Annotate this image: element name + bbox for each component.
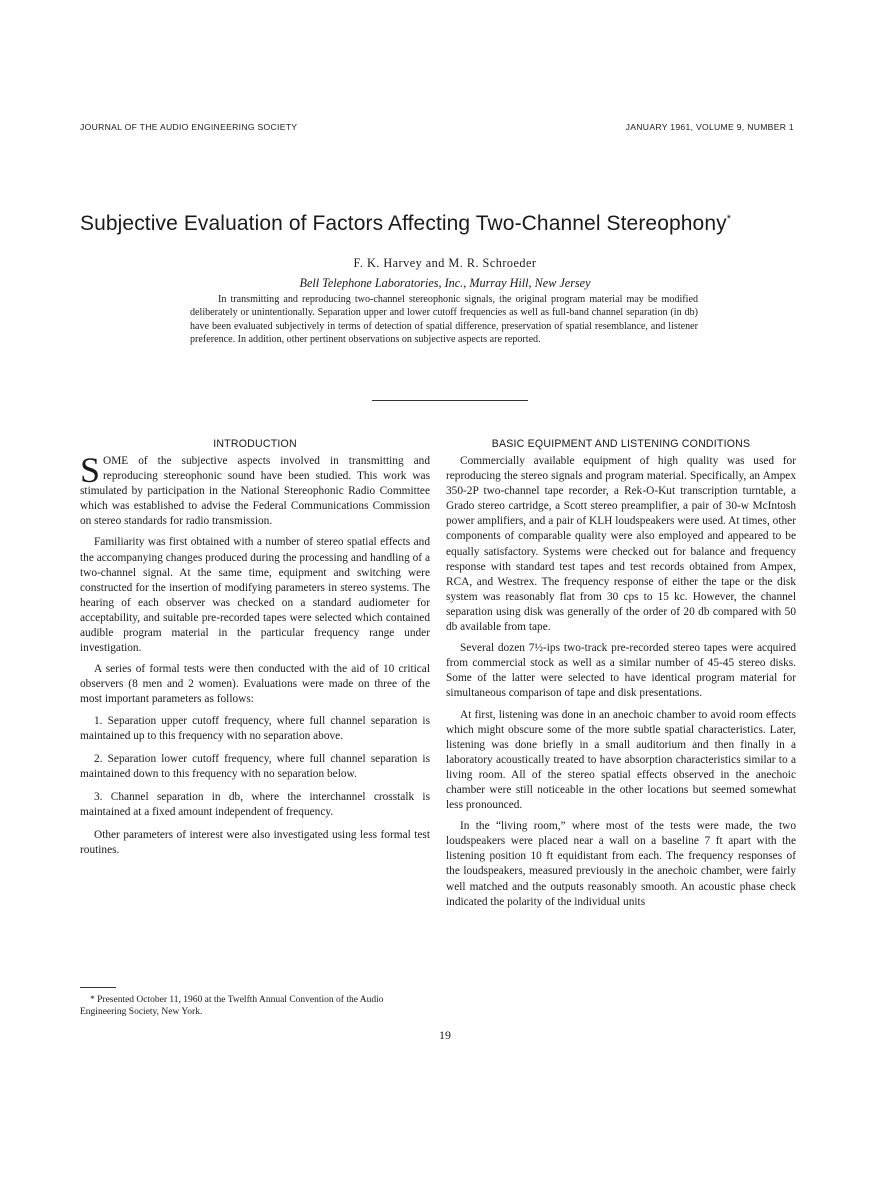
intro-paragraph-2: Familiarity was first obtained with a number of stereo spatial effects and the accompanying changes produced during the processing and handling of a two-channel signal. At the same time, equipment and switching were constructed for the insertion of modifying parameters in stereo systems. The hearing of each observer was checked on a standard audiometer for acceptability, and suitable pre-recorded tapes were selected which contained audible program material in the particular frequency range under investigation. <box>80 536 430 655</box>
footnote <box>80 987 430 1018</box>
right-column <box>446 437 796 916</box>
journal-name: JOURNAL OF THE AUDIO ENGINEERING SOCIETY <box>80 122 298 132</box>
left-column <box>80 437 430 864</box>
article-title-text: Subjective Evaluation of Factors Affecting Two-Channel Stereophony <box>80 212 727 235</box>
footnote-rule <box>80 987 116 988</box>
intro-paragraph-1-text: OME of the subjective aspects involved in transmitting and reproducing stereophonic sound have been studied. This work was stimulated by participation in the National Stereophonic Radio Committee which was established to advise the Federal Communications Commission on stereo standards for radio transmission. <box>80 455 430 528</box>
footnote-text: * Presented October 11, 1960 at the Twelfth Annual Convention of the Audio Engineering Society, New York. <box>80 995 384 1017</box>
intro-paragraph-1 <box>80 450 430 529</box>
introduction-heading: INTRODUCTION <box>213 438 297 450</box>
affiliation: Bell Telephone Laboratories, Inc., Murray Hill, New Jersey <box>299 276 591 290</box>
title-footnote-mark: * <box>726 213 732 225</box>
authors: F. K. Harvey and M. R. Schroeder <box>353 256 537 270</box>
intro-paragraph-3: A series of formal tests were then conducted with the aid of 10 critical observers (8 men and 2 women). Evaluations were made on three of the most important parameters as follows: <box>80 663 430 706</box>
drop-cap: S <box>80 450 101 490</box>
equipment-paragraph-1: Commercially available equipment of high quality was used for reproducing the stereo signals and program material. Specifically, an Ampex 350-2P two-channel tape recorder, a Rek-O-Kut transcription turntable, a Grado stereo cartridge, a Scott stereo preamplifier, a pair of 30-w McIntosh power amplifiers, and a pair of KLH loudspeakers were used. At times, other components of comparable quality were also employed and appeared to be equally satisfactory. Systems were checked out for balance and frequency response with standard test tapes and test records obtained from Ampex, RCA, and Westrex. The frequency response of either the tape or the disk system was reasonably flat from 30 cps to 15 kc. However, the channel separation using disk was generally of the order of 20 db compared with 50 db available from tape. <box>446 455 796 634</box>
article-title <box>80 212 800 236</box>
parameter-item-2: 2. Separation lower cutoff frequency, where full channel separation is maintained down to this frequency with no separation below. <box>80 752 430 780</box>
intro-paragraph-4: Other parameters of interest were also investigated using less formal test routines. <box>80 829 430 857</box>
parameter-item-1: 1. Separation upper cutoff frequency, where full channel separation is maintained up to this frequency with no separation above. <box>80 714 430 742</box>
equipment-paragraph-2: Several dozen 7½-ips two-track pre-recorded stereo tapes were acquired from commercial stock as well as a similar number of 45-45 stereo disks. Some of the latter were selected to have identical program material for simultaneous comparison of tape and disk presentations. <box>446 642 796 700</box>
section-divider <box>372 400 528 401</box>
page-number: 19 <box>439 1028 451 1042</box>
issue-info: JANUARY 1961, VOLUME 9, NUMBER 1 <box>625 122 794 132</box>
equipment-paragraph-3: At first, listening was done in an anechoic chamber to avoid room effects which might obscure some of the more subtle spatial characteristics. Later, listening was done briefly in a small auditorium and then finally in a laboratory acoustically treated to have absorption characteristics similar to a living room. All of the stereo spatial effects observed in the anechoic chamber were still noticeable in the other locations but seemed somewhat less pronounced. <box>446 708 796 812</box>
equipment-paragraph-4: In the “living room,” where most of the tests were made, the two loudspeakers were placed near a wall on a baseline 7 ft apart with the listening position 10 ft equidistant from each. The frequency responses of the loudspeakers, measured previously in the anechoic chamber, were fairly well matched and the outputs reasonably smooth. An acoustic phase check indicated the polarity of the individual units <box>446 820 796 908</box>
abstract: In transmitting and reproducing two-channel stereophonic signals, the original program material may be modified deliberately or unintentionally. Separation upper and lower cutoff frequencies as well as full-band channel separation (in db) have been evaluated subjectively in terms of detection of spatial difference, preservation of spatial resemblance, and listener preference. In addition, other pertinent observations on subjective aspects are reported. <box>190 294 698 346</box>
equipment-heading: BASIC EQUIPMENT AND LISTENING CONDITIONS <box>491 438 751 450</box>
parameter-item-3: 3. Channel separation in db, where the interchannel crosstalk is maintained at a fixed amount independent of frequency. <box>80 790 430 818</box>
